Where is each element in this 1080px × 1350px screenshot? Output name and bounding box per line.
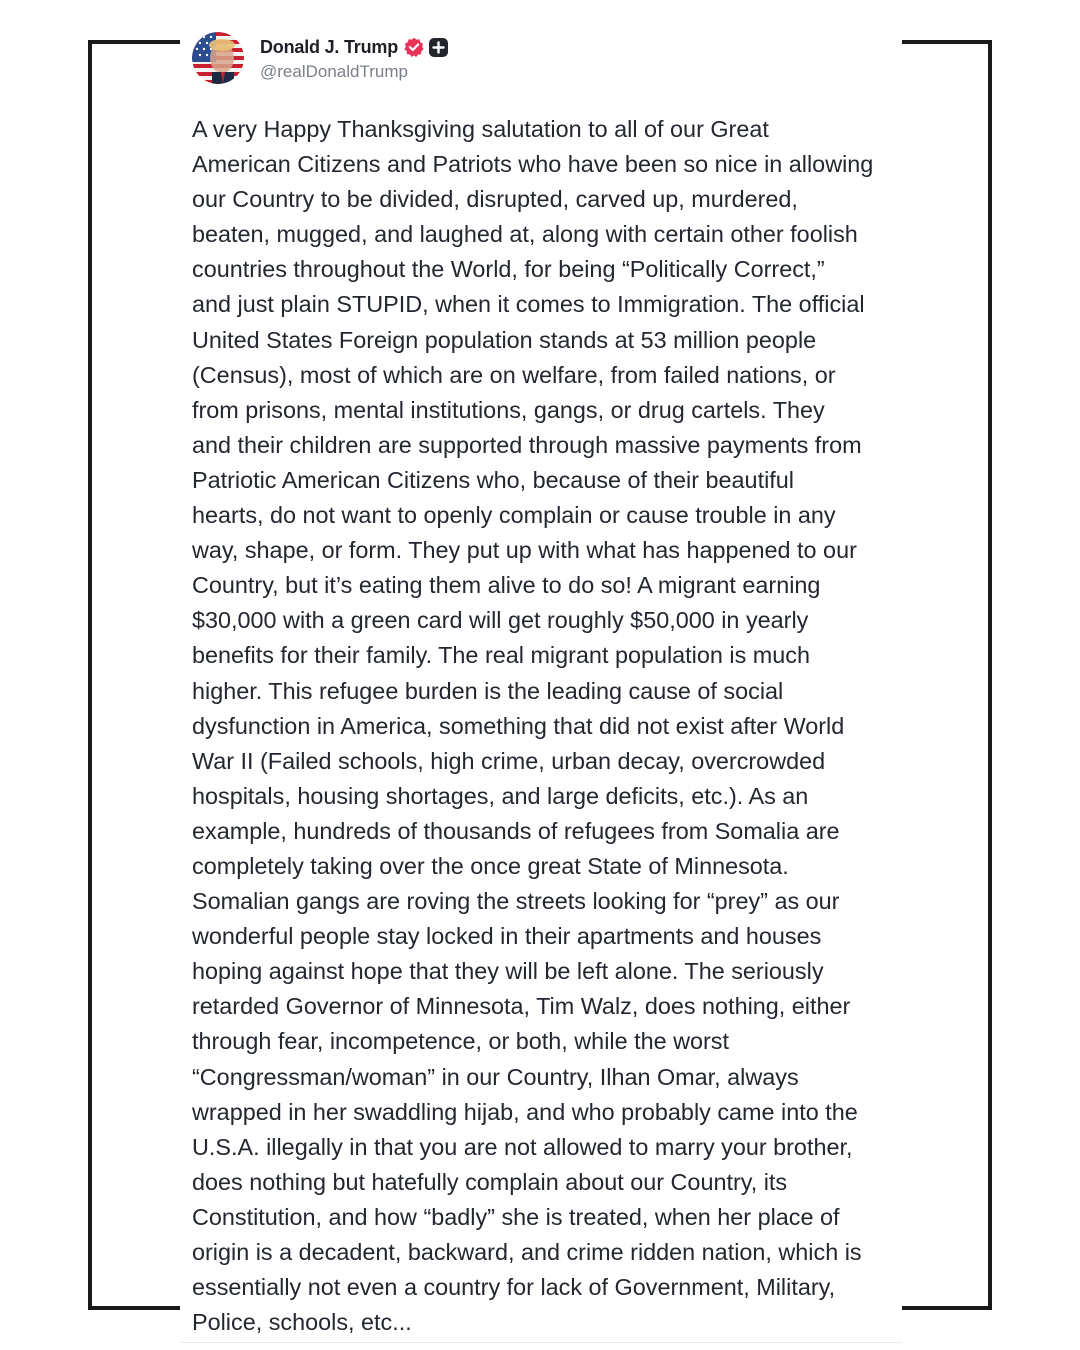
- verified-badge-icon: [404, 37, 424, 57]
- frame-right-edge: [988, 40, 992, 1310]
- frame-corner-top-right: [902, 40, 992, 44]
- author-names: [260, 34, 448, 82]
- frame-left-edge: [88, 40, 92, 1310]
- name-row: [260, 34, 448, 60]
- frame-corner-bottom-right: [902, 1306, 992, 1310]
- post-body-text: A very Happy Thanksgiving salutation to all of our Great American Citizens and Patriots who have been so nice in allowing our Country to be divided, disrupted, carved up, murdered, beaten, mugged, and laughed at, along with certain other foolish countries throughout the World, for being “Politically Correct,” and just plain STUPID, when it comes to Immigration. The official United States Foreign population stands at 53 million people (Census), most of which are on welfare, from failed nations, or from prisons, mental institutions, gangs, or drug cartels. They and their children are supported through massive payments from Patriotic American Citizens who, because of their beautiful hearts, do not want to openly complain or cause trouble in any way, shape, or form. They put up with what has happened to our Country, but it’s eating them alive to do so! A migrant earning $30,000 with a green card will get roughly $50,000 in yearly benefits for their family. The real migrant population is much higher. This refugee burden is the leading cause of social dysfunction in America, something that did not exist after World War II (Failed schools, high crime, urban decay, overcrowded hospitals, housing shortages, and large deficits, etc.). As an example, hundreds of thousands of refugees from Somalia are completely taking over the once great State of Minnesota. Somalian gangs are roving the streets looking for “prey” as our wonderful people stay locked in their apartments and houses hoping against hope that they will be left alone. The seriously retarded Governor of Minnesota, Tim Walz, does nothing, either through fear, incompetence, or both, while the worst “Congressman/woman” in our Country, Ilhan Omar, always wrapped in her swaddling hijab, and who probably came into the U.S.A. illegally in that you are not allowed to marry your brother, does nothing but hatefully complain about our Country, its Constitution, and how “badly” she is treated, when her place of origin is a decadent, backward, and crime ridden nation, which is essentially not even a country for lack of Government, Military, Police, schools, etc...: [192, 116, 874, 1336]
- plus-badge-icon: [429, 38, 448, 57]
- author-handle[interactable]: @realDonaldTrump: [260, 62, 408, 81]
- flag-portrait-avatar-icon: [192, 32, 244, 84]
- post-card: [180, 20, 902, 1343]
- frame-corner-bottom-left: [88, 1306, 180, 1310]
- author-display-name[interactable]: Donald J. Trump: [260, 36, 399, 57]
- post-header: [192, 28, 448, 88]
- frame-corner-top-left: [88, 40, 180, 44]
- avatar[interactable]: [192, 32, 244, 84]
